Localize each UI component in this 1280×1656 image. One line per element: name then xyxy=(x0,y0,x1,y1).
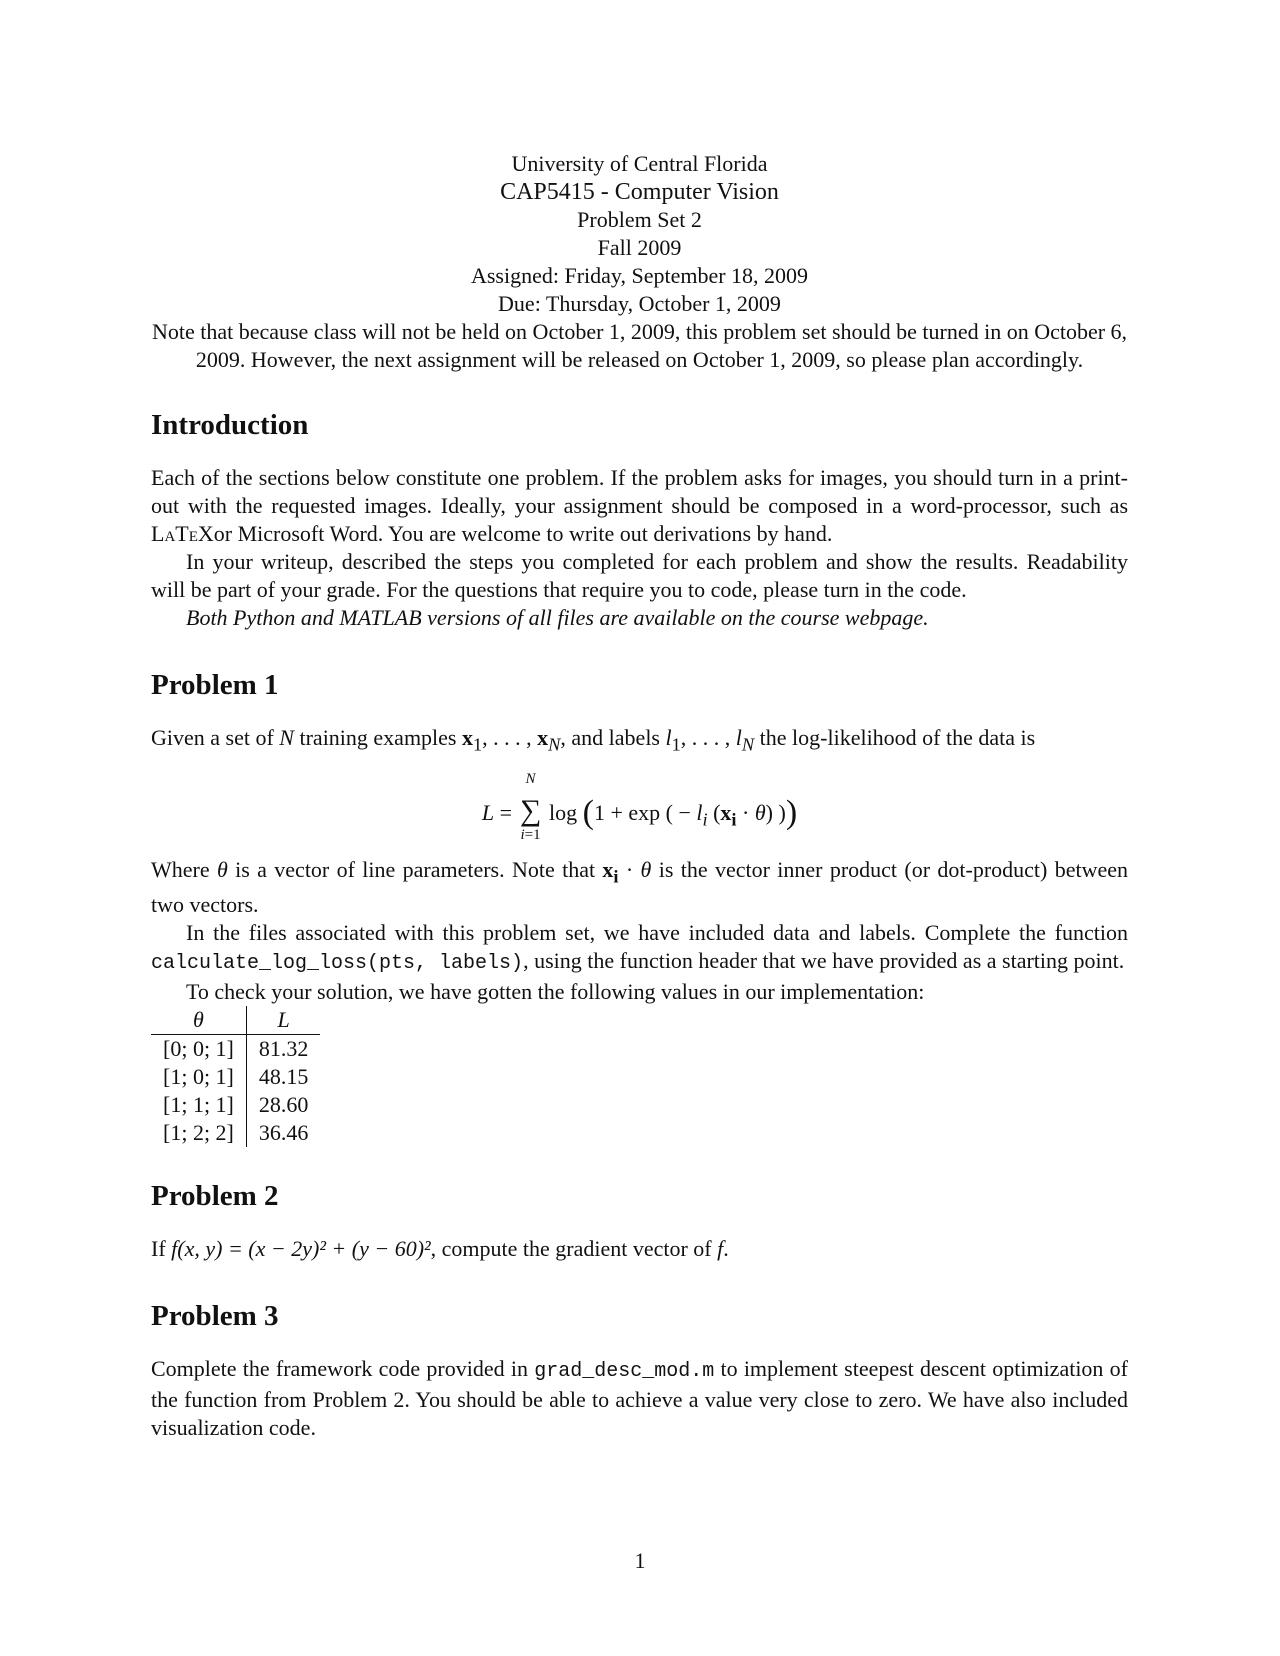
gradient-formula: f(x, y) = (x − 2y)² + (y − 60)² xyxy=(171,1235,431,1261)
loss-cell: 28.60 xyxy=(258,1091,309,1117)
theta-cell: [1; 1; 1] xyxy=(151,1091,246,1119)
assigned-date: Assigned: Friday, September 18, 2009 xyxy=(470,263,809,288)
loss-cell: 81.32 xyxy=(258,1035,309,1061)
page-number: 1 xyxy=(634,1548,646,1573)
problem-1-body xyxy=(151,724,1128,1147)
results-table xyxy=(151,1006,320,1147)
table-row xyxy=(151,1034,320,1063)
document-page xyxy=(151,150,1128,1442)
schedule-note: Note that because class will not be held on October 1, 2009, this problem set should be turned in on October 6, 2009. However, the next assignment will be released on October 1, 2009, so please plan accordingly. xyxy=(151,319,1128,372)
problem-1-heading: Problem 1 xyxy=(151,669,279,701)
table-row xyxy=(151,1091,320,1119)
table-row xyxy=(151,1119,320,1147)
table-row xyxy=(151,1063,320,1091)
latex-logo: LaTeX xyxy=(151,521,214,546)
problem-3-text: Complete the framework code provided in grad_desc_mod.m to implement steepest descent optimization of the function from Problem 2. You should be able to achieve a value very close to zero. We have also included visualization code. xyxy=(151,1355,1128,1440)
problem-2-heading: Problem 2 xyxy=(151,1179,279,1212)
introduction-paragraph-1: Each of the sections below constitute one problem. If the problem asks for images, you should turn in a print-out with the requested images. Ideally, your assignment should be composed in a word-processor, such as LaTeXor Microsoft Word. You are welcome to write out derivations by hand. xyxy=(151,465,1128,546)
introduction-paragraph-3: Both Python and MATLAB versions of all files are available on the course webpage. xyxy=(186,605,929,630)
course-title: CAP5415 - Computer Vision xyxy=(500,179,779,205)
results-table-header xyxy=(151,1006,320,1035)
problem-1-check: To check your solution, we have gotten the following values in our implementation: xyxy=(186,978,925,1004)
theta-column-header: θ xyxy=(151,1006,246,1035)
theta-cell: [1; 0; 1] xyxy=(151,1063,246,1091)
problem-1-intro: Given a set of N training examples $x_1$, . . . , $x_N$, and labels $l_1$, . . . , $l_N$ the log-likelihood of the data is xyxy=(151,725,1036,755)
theta-cell: [1; 2; 2] xyxy=(151,1119,246,1147)
problem-1-files: In the files associated with this problem set, we have included data and labels. Complete the function calculate_log_loss(pts, labels), using the function header that we have provided as a starting point. xyxy=(151,919,1128,975)
introduction-paragraph-2: In your writeup, described the steps you completed for each problem and show the results. Readability will be part of your grade. For the questions that require you to code, please turn in the code. xyxy=(151,549,1128,602)
filename-code: grad_desc_mod.m xyxy=(534,1359,715,1383)
theta-cell: [0; 0; 1] xyxy=(151,1034,246,1063)
problem-1-where: Where θ is a vector of line parameters. Note that $x_i \cdot \theta$ is the vector inner product (or dot-product) between two vectors. xyxy=(151,857,1128,917)
summation-symbol: N ∑ i=1 xyxy=(519,771,542,844)
function-name-code: calculate_log_loss(pts, labels) xyxy=(151,951,524,975)
log-likelihood-equation: L = N ∑ i=1 log (1 + exp ( − $l_i$ $(x_i \cdot \theta)$ )) xyxy=(481,771,798,844)
loss-cell: 48.15 xyxy=(258,1063,309,1089)
loss-cell: 36.46 xyxy=(258,1119,309,1145)
due-date: Due: Thursday, October 1, 2009 xyxy=(498,291,781,316)
term-label: Fall 2009 xyxy=(597,235,682,260)
introduction-body xyxy=(151,464,1128,632)
problem-set-label: Problem Set 2 xyxy=(577,207,702,232)
problem-3-heading: Problem 3 xyxy=(151,1299,279,1332)
title-block xyxy=(151,150,1128,374)
loss-column-header: L xyxy=(246,1006,320,1035)
university-name: University of Central Florida xyxy=(511,151,768,176)
introduction-heading: Introduction xyxy=(151,409,309,441)
problem-2-text: If f(x, y) = (x − 2y)² + (y − 60)², compute the gradient vector of f. xyxy=(151,1235,729,1261)
